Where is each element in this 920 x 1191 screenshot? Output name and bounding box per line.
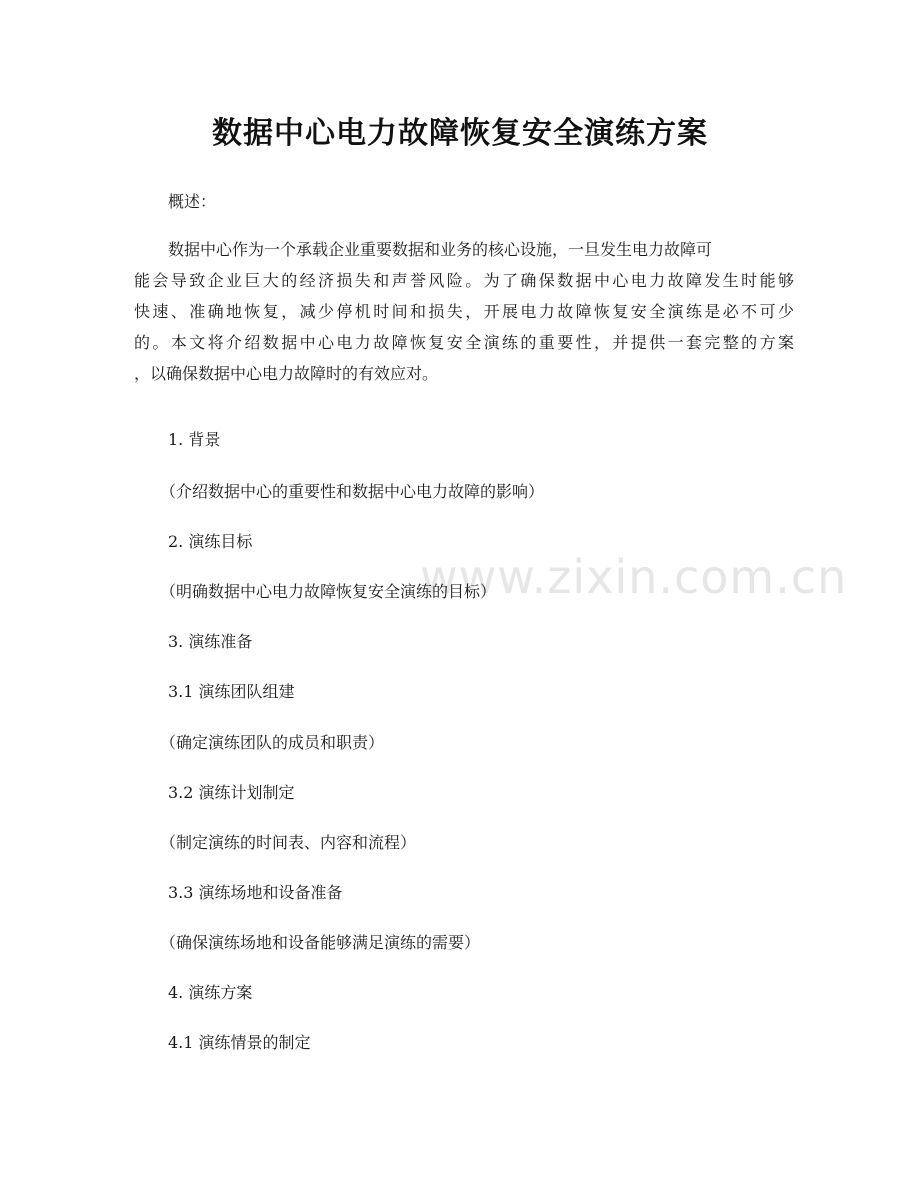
intro-line: 快速、准确地恢复，减少停机时间和损失，开展电力故障恢复安全演练是必不可少: [134, 302, 794, 321]
section-note: （制定演练的时间表、内容和流程）: [160, 833, 417, 852]
section-note: （介绍数据中心的重要性和数据中心电力故障的影响）: [160, 482, 545, 501]
watermark: www.zixin.com.cn: [420, 550, 848, 604]
subsection-heading: 3.1 演练团队组建: [168, 682, 295, 701]
intro-line: 数据中心作为一个承载企业重要数据和业务的核心设施，一旦发生电力故障可: [168, 240, 713, 259]
section-note: （确保演练场地和设备能够满足演练的需要）: [160, 933, 481, 952]
subsection-heading: 3.3 演练场地和设备准备: [168, 883, 343, 902]
subsection-heading: 3.2 演练计划制定: [168, 783, 295, 802]
document-title: 数据中心电力故障恢复安全演练方案: [212, 116, 708, 151]
section-heading: 1. 背景: [168, 430, 221, 449]
subsection-heading: 4.1 演练情景的制定: [168, 1033, 311, 1052]
intro-line: ，以确保数据中心电力故障时的有效应对。: [134, 364, 439, 383]
section-heading: 2. 演练目标: [168, 532, 253, 551]
section-note: （确定演练团队的成员和职责）: [160, 733, 385, 752]
section-heading: 4. 演练方案: [168, 983, 253, 1002]
overview-label: 概述：: [168, 192, 217, 211]
intro-paragraph: [134, 240, 794, 395]
section-heading: 3. 演练准备: [168, 632, 253, 651]
intro-line: 的。本文将介绍数据中心电力故障恢复安全演练的重要性，并提供一套完整的方案: [134, 333, 794, 352]
section-note: （明确数据中心电力故障恢复安全演练的目标）: [160, 582, 497, 601]
intro-line: 能会导致企业巨大的经济损失和声誉风险。为了确保数据中心电力故障发生时能够: [134, 271, 794, 290]
